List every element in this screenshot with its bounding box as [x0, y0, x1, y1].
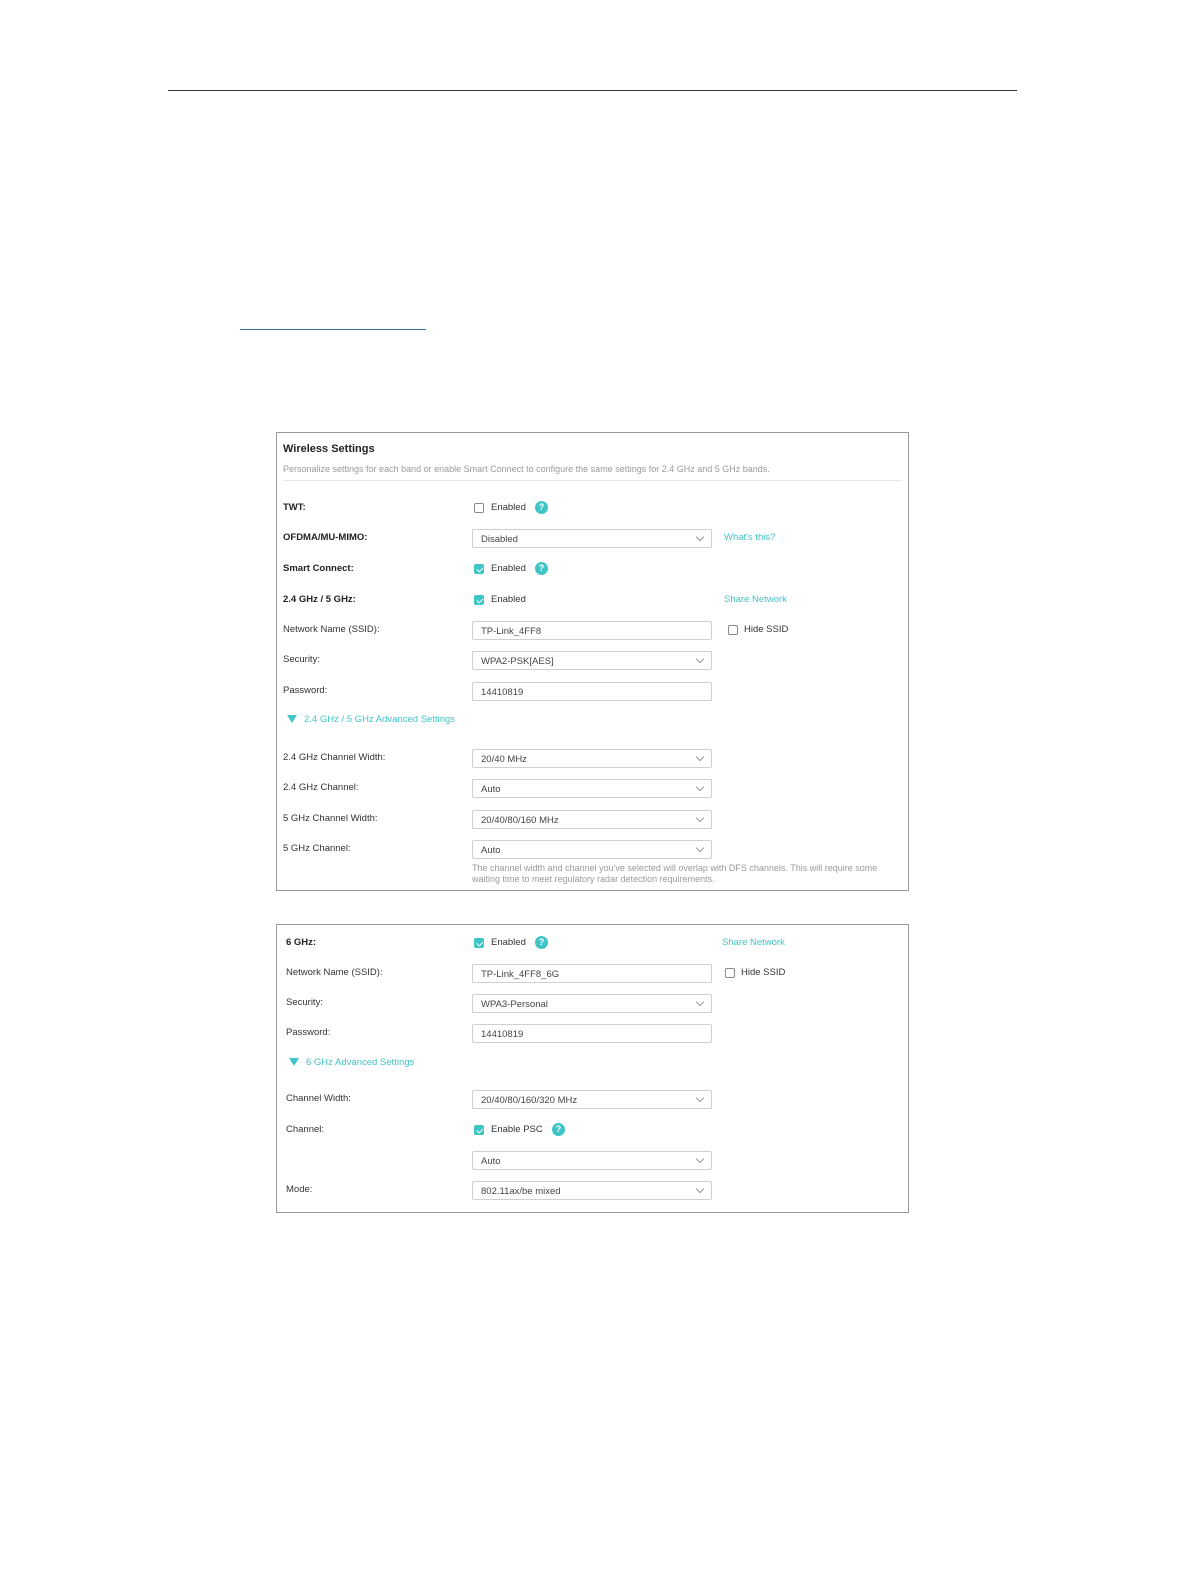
ch24-width-row	[277, 749, 908, 769]
header-rule	[168, 90, 1017, 91]
chevron-down-icon	[696, 998, 704, 1006]
ch5-row	[277, 840, 908, 860]
mode-value: 802.11ax/be mixed	[481, 1186, 561, 1197]
security-select[interactable]	[472, 651, 712, 670]
channel6-select-row	[277, 1151, 908, 1171]
ch5-select[interactable]	[472, 840, 712, 859]
ch5-width-label: 5 GHz Channel Width:	[283, 813, 378, 824]
mode-label: Mode:	[286, 1184, 313, 1195]
hide-ssid-label: Hide SSID	[744, 624, 789, 635]
width6-select[interactable]	[472, 1090, 712, 1109]
password6-row	[277, 1024, 908, 1044]
channel6-value: Auto	[481, 1156, 501, 1167]
share-network-link[interactable]: Share Network	[722, 937, 785, 948]
security6-label: Security:	[286, 997, 323, 1008]
ssid-input[interactable]	[472, 621, 712, 640]
band-checkbox-label: Enabled	[491, 594, 526, 605]
security6-value: WPA3-Personal	[481, 999, 548, 1010]
enable-psc-checkbox[interactable]	[474, 1125, 484, 1135]
ch24-width-label: 2.4 GHz Channel Width:	[283, 752, 386, 763]
channel6-select[interactable]	[472, 1151, 712, 1170]
ch5-width-select[interactable]	[472, 810, 712, 829]
password6-label: Password:	[286, 1027, 331, 1038]
password-label: Password:	[283, 685, 328, 696]
security-select-value: WPA2-PSK[AES]	[481, 656, 554, 667]
twt-checkbox-label: Enabled	[491, 502, 526, 513]
smart-connect-row	[277, 560, 908, 580]
ssid-label: Network Name (SSID):	[283, 624, 380, 635]
ofdma-row	[277, 529, 908, 549]
band-checkbox[interactable]	[474, 595, 484, 605]
ch5-width-value: 20/40/80/160 MHz	[481, 815, 559, 826]
security-label: Security:	[283, 654, 320, 665]
advanced-settings-label: 6 GHz Advanced Settings	[306, 1057, 415, 1068]
security6-row	[277, 994, 908, 1014]
ch24-row	[277, 779, 908, 799]
password-row	[277, 682, 908, 702]
6ghz-settings-panel	[276, 924, 909, 1213]
width6-value: 20/40/80/160/320 MHz	[481, 1095, 578, 1106]
ch5-width-row	[277, 810, 908, 830]
channel6-label: Channel:	[286, 1124, 325, 1135]
ch24-select[interactable]	[472, 779, 712, 798]
triangle-down-icon	[287, 715, 297, 723]
ch24-label: 2.4 GHz Channel:	[283, 782, 359, 793]
ssid6-input-value: TP-Link_4FF8_6G	[481, 969, 560, 980]
band6-row	[277, 934, 908, 954]
password6-input-value: 14410819	[481, 1029, 524, 1040]
band6-checkbox-label: Enabled	[491, 937, 526, 948]
hide-ssid-label: Hide SSID	[741, 967, 786, 978]
ssid-row	[277, 621, 908, 641]
password6-input[interactable]	[472, 1024, 712, 1043]
share-network-link[interactable]: Share Network	[724, 594, 787, 605]
hide-ssid-checkbox[interactable]	[728, 625, 738, 635]
chevron-down-icon	[696, 655, 704, 663]
chevron-down-icon	[696, 533, 704, 541]
channel6-row	[277, 1121, 908, 1141]
wireless-settings-panel	[276, 432, 909, 891]
mode-row	[277, 1181, 908, 1201]
security6-select[interactable]	[472, 994, 712, 1013]
advanced-settings-toggle[interactable]	[287, 714, 455, 725]
band-row	[277, 591, 908, 611]
band-label: 2.4 GHz / 5 GHz:	[283, 594, 356, 605]
smart-connect-checkbox-label: Enabled	[491, 563, 526, 574]
twt-row	[277, 499, 908, 519]
hyperlink-underline	[240, 329, 426, 330]
triangle-down-icon	[289, 1058, 299, 1066]
help-question-icon[interactable]: ?	[552, 1123, 565, 1136]
width6-row	[277, 1090, 908, 1110]
ch24-value: Auto	[481, 784, 501, 795]
password-input-value: 14410819	[481, 687, 524, 698]
security-row	[277, 651, 908, 671]
hide-ssid-checkbox[interactable]	[725, 968, 735, 978]
chevron-down-icon	[696, 1185, 704, 1193]
width6-label: Channel Width:	[286, 1093, 351, 1104]
help-question-icon[interactable]: ?	[535, 501, 548, 514]
smart-connect-checkbox[interactable]	[474, 564, 484, 574]
ch5-label: 5 GHz Channel:	[283, 843, 351, 854]
ch24-width-select[interactable]	[472, 749, 712, 768]
password-input[interactable]	[472, 682, 712, 701]
chevron-down-icon	[696, 814, 704, 822]
dfs-note: The channel width and channel you've selected will overlap with DFS channels. This will require some waiting time to meet regulatory radar detection requirements.	[472, 863, 878, 884]
band6-checkbox[interactable]	[474, 938, 484, 948]
ofdma-select[interactable]	[472, 529, 712, 548]
advanced-settings-label: 2.4 GHz / 5 GHz Advanced Settings	[304, 714, 456, 725]
help-question-icon[interactable]: ?	[535, 562, 548, 575]
ssid6-label: Network Name (SSID):	[286, 967, 383, 978]
whats-this-link[interactable]: What's this?	[724, 532, 776, 543]
mode-select[interactable]	[472, 1181, 712, 1200]
smart-connect-label: Smart Connect:	[283, 563, 354, 574]
enable-psc-label: Enable PSC	[491, 1124, 543, 1135]
help-question-icon[interactable]: ?	[535, 936, 548, 949]
chevron-down-icon	[696, 1155, 704, 1163]
band6-label: 6 GHz:	[286, 937, 317, 948]
twt-checkbox[interactable]	[474, 503, 484, 513]
ssid-input-value: TP-Link_4FF8	[481, 626, 542, 637]
panel-subtitle: Personalize settings for each band or enable Smart Connect to configure the same settings for 2.4 GHz and 5 GHz bands.	[283, 464, 770, 474]
chevron-down-icon	[696, 783, 704, 791]
advanced-settings-toggle[interactable]	[289, 1057, 414, 1068]
twt-label: TWT:	[283, 502, 306, 513]
chevron-down-icon	[696, 1094, 704, 1102]
chevron-down-icon	[696, 844, 704, 852]
ssid6-row	[277, 964, 908, 984]
panel-divider	[283, 480, 902, 481]
ch24-width-value: 20/40 MHz	[481, 754, 527, 765]
ssid6-input[interactable]	[472, 964, 712, 983]
panel-title: Wireless Settings	[283, 443, 375, 455]
ofdma-label: OFDMA/MU-MIMO:	[283, 532, 368, 543]
ofdma-select-value: Disabled	[481, 534, 518, 545]
ch5-value: Auto	[481, 845, 501, 856]
chevron-down-icon	[696, 753, 704, 761]
